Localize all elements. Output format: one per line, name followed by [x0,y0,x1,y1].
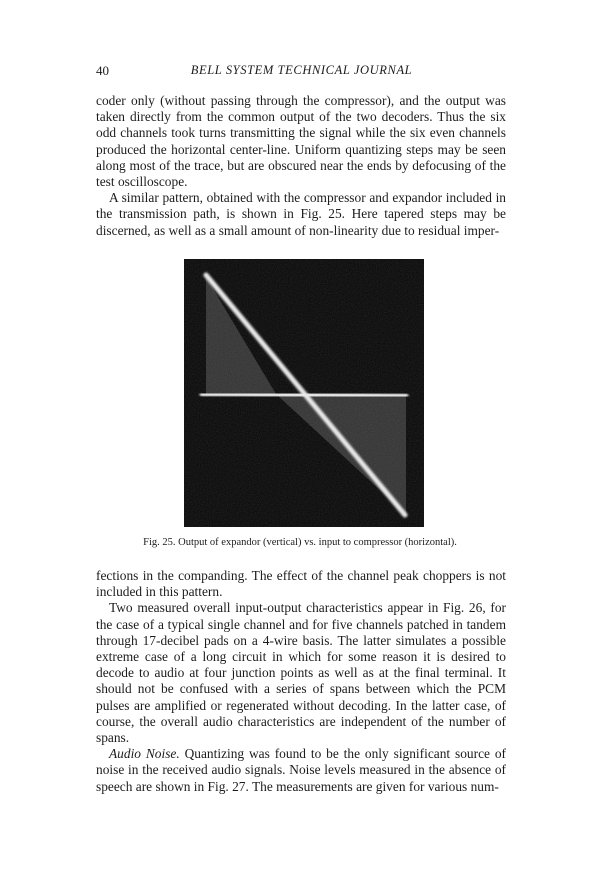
running-title: BELL SYSTEM TECHNICAL JOURNAL [190,63,413,77]
paragraph-text: fections in the companding. The effect of the channel peak choppers is not included in this pattern. [96,568,506,600]
oscillogram-image [184,259,424,527]
figure-25-oscillogram [184,259,424,527]
figure-caption: Fig. 25. Output of expandor (vertical) vs. input to compressor (horizontal). [143,537,457,548]
body-text-bottom [96,568,506,795]
paragraph: coder only (without passing through the compressor), and the output was taken directly from the common output of the two decoders. Thus the six odd channels took turns transmitting the signal while the six even channels produced the horizontal center-line. Uniform quantizing steps may be seen along most of the trace, but are obscured near the ends by defocusing of the test oscilloscope. [96,93,506,190]
page-header [96,63,507,81]
paragraph [96,746,506,795]
page-number: 40 [96,63,109,78]
paragraph: A similar pattern, obtained with the compressor and expandor included in the transmission path, is shown in Fig. 25. Here tapered steps may be discerned, as well as a small amount of non-linearity due to residual imper- [96,190,506,238]
paragraph-text: Two measured overall input-output characteristics appear in Fig. 26, for the case of a typical single channel and for five channels patched in tandem through 17-decibel pads on a 4-wire basis. The latter simulates a possible extreme case of a long circuit in which for some reason it is desired to decode to audio at four junction points as well as at the final terminal. It should not be confused with a series of spans between which the PCM pulses are amplified or regenerated without decoding. In the latter case, of course, the overall audio characteristics are independent of the number of spans. [96,600,506,746]
paragraph [96,568,506,600]
section-run-in-heading: Audio Noise. [109,746,180,762]
paragraph [96,600,506,746]
paragraph-text: Quantizing was found to be the only significant source of noise in the received audio signals. Noise levels measured in the absence of speech are shown in Fig. 27. The measurements are given for various num- [96,746,507,794]
body-text-top [96,93,506,239]
